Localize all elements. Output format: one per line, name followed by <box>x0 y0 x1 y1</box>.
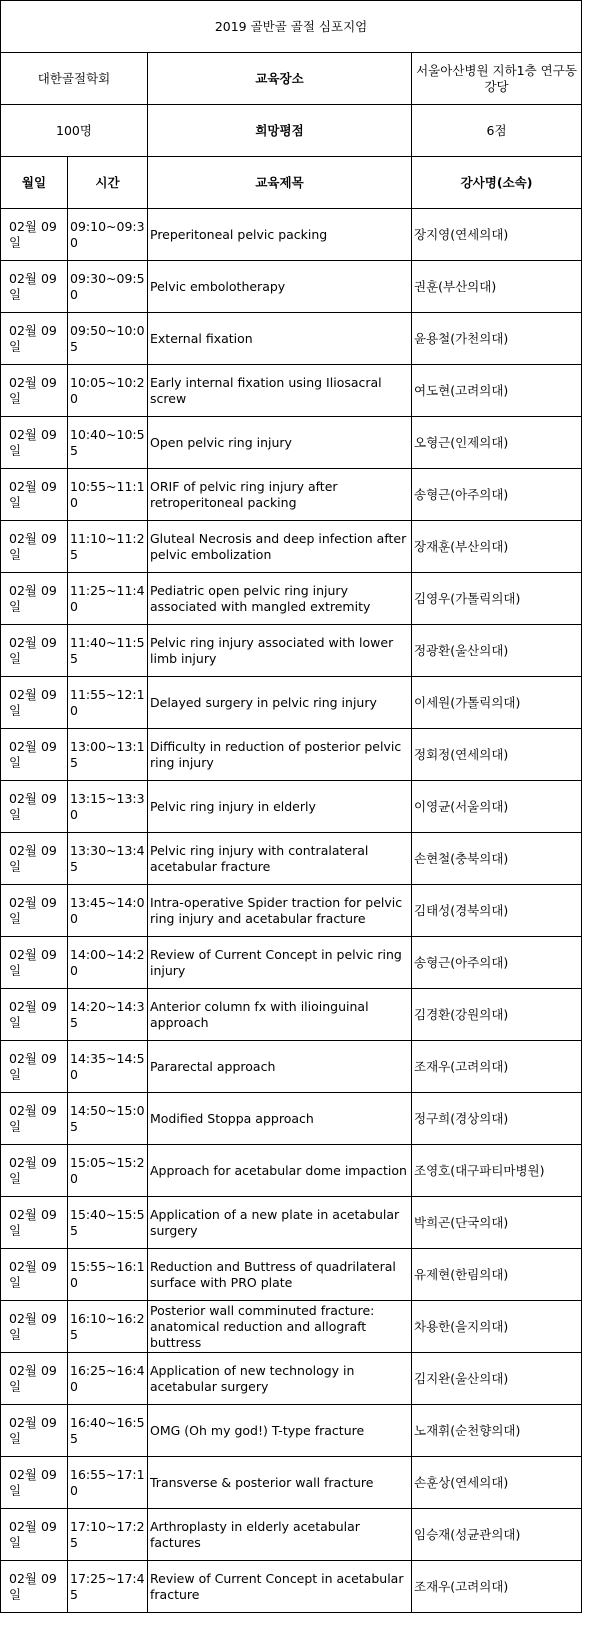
session-time: 17:25~17:45 <box>68 1561 148 1613</box>
session-speaker: 이영균(서울의대) <box>412 781 582 833</box>
session-time: 16:55~17:10 <box>68 1457 148 1509</box>
table-row <box>1 1093 582 1145</box>
session-topic: Pelvic embolotherapy <box>148 261 412 313</box>
session-topic: Open pelvic ring injury <box>148 417 412 469</box>
session-speaker: 윤용철(가천의대) <box>412 313 582 365</box>
session-topic: OMG (Oh my god!) T-type fracture <box>148 1405 412 1457</box>
session-time: 11:55~12:10 <box>68 677 148 729</box>
session-speaker: 송형근(아주의대) <box>412 469 582 521</box>
session-topic: Pelvic ring injury with contralateral acetabular fracture <box>148 833 412 885</box>
session-speaker: 김태성(경북의대) <box>412 885 582 937</box>
table-row <box>1 1353 582 1405</box>
session-time: 15:05~15:20 <box>68 1145 148 1197</box>
session-speaker: 조영호(대구파티마병원) <box>412 1145 582 1197</box>
table-row <box>1 1301 582 1353</box>
session-topic: Review of Current Concept in pelvic ring injury <box>148 937 412 989</box>
table-row <box>1 1457 582 1509</box>
session-date: 02월 09일 <box>1 833 68 885</box>
table-row <box>1 937 582 989</box>
session-date: 02월 09일 <box>1 573 68 625</box>
session-date: 02월 09일 <box>1 937 68 989</box>
session-time: 15:40~15:55 <box>68 1197 148 1249</box>
session-time: 13:30~13:45 <box>68 833 148 885</box>
session-topic: Approach for acetabular dome impaction <box>148 1145 412 1197</box>
session-speaker: 장지영(연세의대) <box>412 209 582 261</box>
session-date: 02월 09일 <box>1 209 68 261</box>
session-topic: External fixation <box>148 313 412 365</box>
table-row <box>1 469 582 521</box>
session-topic: Application of a new plate in acetabular surgery <box>148 1197 412 1249</box>
session-date: 02월 09일 <box>1 1561 68 1613</box>
session-speaker: 장재훈(부산의대) <box>412 521 582 573</box>
session-date: 02월 09일 <box>1 1405 68 1457</box>
session-time: 09:10~09:30 <box>68 209 148 261</box>
credits-value: 6점 <box>412 105 582 157</box>
session-time: 10:40~10:55 <box>68 417 148 469</box>
table-row <box>1 365 582 417</box>
session-speaker: 여도현(고려의대) <box>412 365 582 417</box>
session-topic: Pelvic ring injury in elderly <box>148 781 412 833</box>
header-time: 시간 <box>68 157 148 209</box>
session-time: 17:10~17:25 <box>68 1509 148 1561</box>
session-date: 02월 09일 <box>1 1145 68 1197</box>
table-row <box>1 1561 582 1613</box>
session-date: 02월 09일 <box>1 365 68 417</box>
capacity-row <box>1 105 582 157</box>
session-date: 02월 09일 <box>1 1353 68 1405</box>
session-topic: Arthroplasty in elderly acetabular factures <box>148 1509 412 1561</box>
session-topic: Review of Current Concept in acetabular fracture <box>148 1561 412 1613</box>
table-row <box>1 625 582 677</box>
session-date: 02월 09일 <box>1 1041 68 1093</box>
session-topic: Delayed surgery in pelvic ring injury <box>148 677 412 729</box>
session-speaker: 차용한(을지의대) <box>412 1301 582 1353</box>
table-row <box>1 1197 582 1249</box>
session-time: 10:55~11:10 <box>68 469 148 521</box>
table-row <box>1 1249 582 1301</box>
session-date: 02월 09일 <box>1 625 68 677</box>
session-speaker: 정광환(울산의대) <box>412 625 582 677</box>
session-speaker: 송형근(아주의대) <box>412 937 582 989</box>
session-speaker: 이세원(가톨릭의대) <box>412 677 582 729</box>
table-row <box>1 209 582 261</box>
session-date: 02월 09일 <box>1 1093 68 1145</box>
session-date: 02월 09일 <box>1 781 68 833</box>
venue-label: 교육장소 <box>148 53 412 105</box>
session-time: 13:45~14:00 <box>68 885 148 937</box>
table-row <box>1 729 582 781</box>
session-time: 14:20~14:35 <box>68 989 148 1041</box>
session-time: 13:15~13:30 <box>68 781 148 833</box>
session-topic: Preperitoneal pelvic packing <box>148 209 412 261</box>
symposium-title: 2019 골반골 골절 심포지엄 <box>1 1 582 53</box>
session-date: 02월 09일 <box>1 313 68 365</box>
table-row <box>1 313 582 365</box>
session-time: 11:25~11:40 <box>68 573 148 625</box>
session-topic: Transverse & posterior wall fracture <box>148 1457 412 1509</box>
credits-label: 희망평점 <box>148 105 412 157</box>
session-date: 02월 09일 <box>1 521 68 573</box>
session-date: 02월 09일 <box>1 1457 68 1509</box>
session-topic: Posterior wall comminuted fracture: anatomical reduction and allograft buttress <box>148 1301 412 1353</box>
header-date: 월일 <box>1 157 68 209</box>
session-date: 02월 09일 <box>1 989 68 1041</box>
table-row <box>1 521 582 573</box>
session-date: 02월 09일 <box>1 1301 68 1353</box>
session-topic: Pediatric open pelvic ring injury associated with mangled extremity <box>148 573 412 625</box>
session-date: 02월 09일 <box>1 417 68 469</box>
session-topic: Gluteal Necrosis and deep infection after pelvic embolization <box>148 521 412 573</box>
session-topic: ORIF of pelvic ring injury after retroperitoneal packing <box>148 469 412 521</box>
table-row <box>1 417 582 469</box>
session-time: 11:10~11:25 <box>68 521 148 573</box>
session-speaker: 임승재(성균관의대) <box>412 1509 582 1561</box>
session-date: 02월 09일 <box>1 885 68 937</box>
session-time: 14:50~15:05 <box>68 1093 148 1145</box>
session-date: 02월 09일 <box>1 677 68 729</box>
header-speaker: 강사명(소속) <box>412 157 582 209</box>
session-speaker: 김지완(울산의대) <box>412 1353 582 1405</box>
table-row <box>1 1509 582 1561</box>
session-speaker: 박희곤(단국의대) <box>412 1197 582 1249</box>
session-speaker: 정회정(연세의대) <box>412 729 582 781</box>
table-row <box>1 1145 582 1197</box>
header-row <box>1 157 582 209</box>
organizer-row <box>1 53 582 105</box>
session-time: 09:50~10:05 <box>68 313 148 365</box>
table-row <box>1 573 582 625</box>
capacity-value: 100명 <box>1 105 148 157</box>
session-time: 13:00~13:15 <box>68 729 148 781</box>
session-time: 11:40~11:55 <box>68 625 148 677</box>
table-row <box>1 885 582 937</box>
session-date: 02월 09일 <box>1 1509 68 1561</box>
session-speaker: 조재우(고려의대) <box>412 1041 582 1093</box>
organizer: 대한골절학회 <box>1 53 148 105</box>
session-speaker: 오형근(인제의대) <box>412 417 582 469</box>
table-row <box>1 1041 582 1093</box>
session-speaker: 유제현(한림의대) <box>412 1249 582 1301</box>
session-date: 02월 09일 <box>1 1197 68 1249</box>
session-speaker: 손현철(충북의대) <box>412 833 582 885</box>
session-topic: Reduction and Buttress of quadrilateral surface with PRO plate <box>148 1249 412 1301</box>
venue-value: 서울아산병원 지하1층 연구동강당 <box>412 53 582 105</box>
session-date: 02월 09일 <box>1 469 68 521</box>
session-time: 16:10~16:25 <box>68 1301 148 1353</box>
session-time: 09:30~09:50 <box>68 261 148 313</box>
session-topic: Early internal fixation using Iliosacral screw <box>148 365 412 417</box>
table-row <box>1 781 582 833</box>
session-topic: Anterior column fx with ilioinguinal approach <box>148 989 412 1041</box>
title-row <box>1 1 582 53</box>
header-topic: 교육제목 <box>148 157 412 209</box>
session-topic: Pararectal approach <box>148 1041 412 1093</box>
session-time: 10:05~10:20 <box>68 365 148 417</box>
session-topic: Intra-operative Spider traction for pelvic ring injury and acetabular fracture <box>148 885 412 937</box>
table-row <box>1 677 582 729</box>
session-time: 14:35~14:50 <box>68 1041 148 1093</box>
table-row <box>1 261 582 313</box>
session-topic: Modified Stoppa approach <box>148 1093 412 1145</box>
session-speaker: 김경환(강원의대) <box>412 989 582 1041</box>
session-time: 15:55~16:10 <box>68 1249 148 1301</box>
session-speaker: 권훈(부산의대) <box>412 261 582 313</box>
session-speaker: 노재휘(순천향의대) <box>412 1405 582 1457</box>
session-time: 14:00~14:20 <box>68 937 148 989</box>
session-topic: Difficulty in reduction of posterior pelvic ring injury <box>148 729 412 781</box>
session-speaker: 김영우(가톨릭의대) <box>412 573 582 625</box>
session-topic: Application of new technology in acetabular surgery <box>148 1353 412 1405</box>
session-date: 02월 09일 <box>1 1249 68 1301</box>
session-speaker: 조재우(고려의대) <box>412 1561 582 1613</box>
session-topic: Pelvic ring injury associated with lower limb injury <box>148 625 412 677</box>
table-row <box>1 989 582 1041</box>
session-speaker: 손훈상(연세의대) <box>412 1457 582 1509</box>
session-speaker: 정구희(경상의대) <box>412 1093 582 1145</box>
table-row <box>1 1405 582 1457</box>
table-row <box>1 833 582 885</box>
session-time: 16:25~16:40 <box>68 1353 148 1405</box>
session-date: 02월 09일 <box>1 261 68 313</box>
session-time: 16:40~16:55 <box>68 1405 148 1457</box>
session-date: 02월 09일 <box>1 729 68 781</box>
